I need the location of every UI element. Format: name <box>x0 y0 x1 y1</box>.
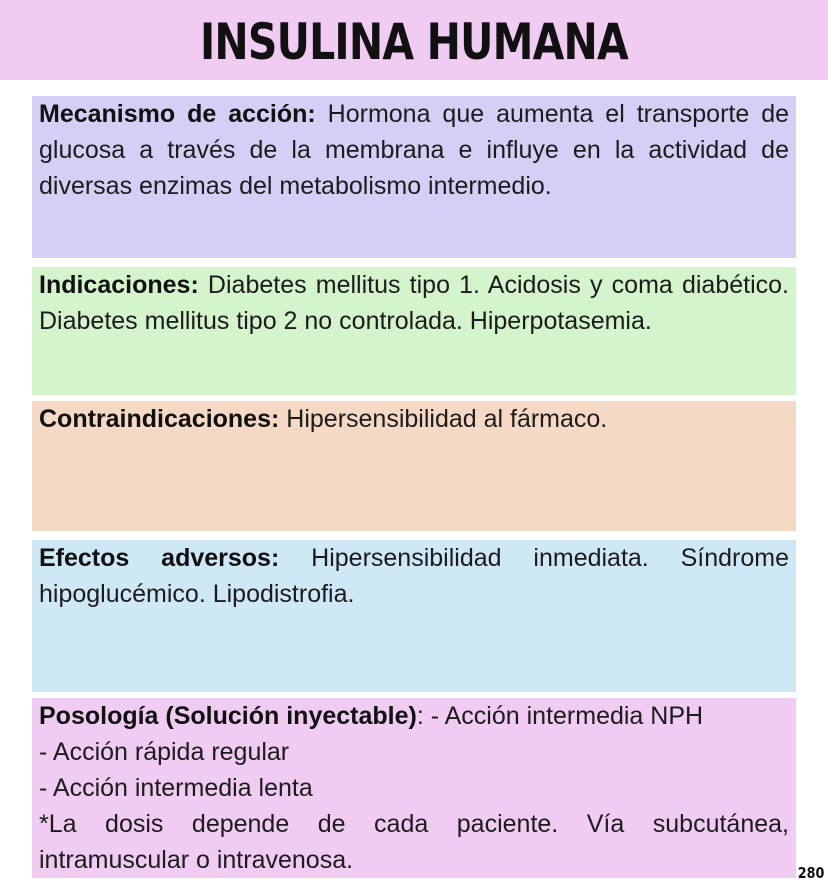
section-efectos-adversos <box>32 540 796 692</box>
title-bar <box>0 0 828 80</box>
section-text: Hipersensibilidad al fármaco. <box>279 405 608 433</box>
section-posologia <box>32 698 796 878</box>
section-label: Mecanismo de acción: <box>39 100 316 128</box>
page-title: INSULINA HUMANA <box>200 13 628 71</box>
section-contraindicaciones <box>32 401 796 531</box>
section-label: Posología (Solución inyectable) <box>39 702 417 730</box>
section-label: Indicaciones: <box>39 271 199 299</box>
section-label: Contraindicaciones: <box>39 405 280 433</box>
section-mecanismo-de-accion <box>32 96 796 258</box>
section-text: Hipersensibilidad inmediata. Síndrome hipoglucémico. Lipodistrofia. <box>39 544 789 608</box>
posologia-lenta: - Acción intermedia lenta <box>39 774 313 802</box>
section-text: Hormona que aumenta el transporte de glucosa a través de la membrana e influye en la actividad de diversas enzimas del metabolismo intermedio. <box>39 100 789 200</box>
page-number: 280 <box>797 864 824 882</box>
posologia-nph: : - Acción intermedia NPH <box>416 702 704 730</box>
posologia-first-line <box>39 698 789 734</box>
section-indicaciones <box>32 267 796 395</box>
posologia-regular: - Acción rápida regular <box>39 738 290 766</box>
section-label: Efectos adversos: <box>39 544 280 572</box>
section-text: Diabetes mellitus tipo 1. Acidosis y coma diabético. Diabetes mellitus tipo 2 no controlada. Hiperpotasemia. <box>39 271 789 335</box>
posologia-note: *La dosis depende de cada paciente. Vía subcutánea, intramuscular o intravenosa. <box>39 810 789 874</box>
